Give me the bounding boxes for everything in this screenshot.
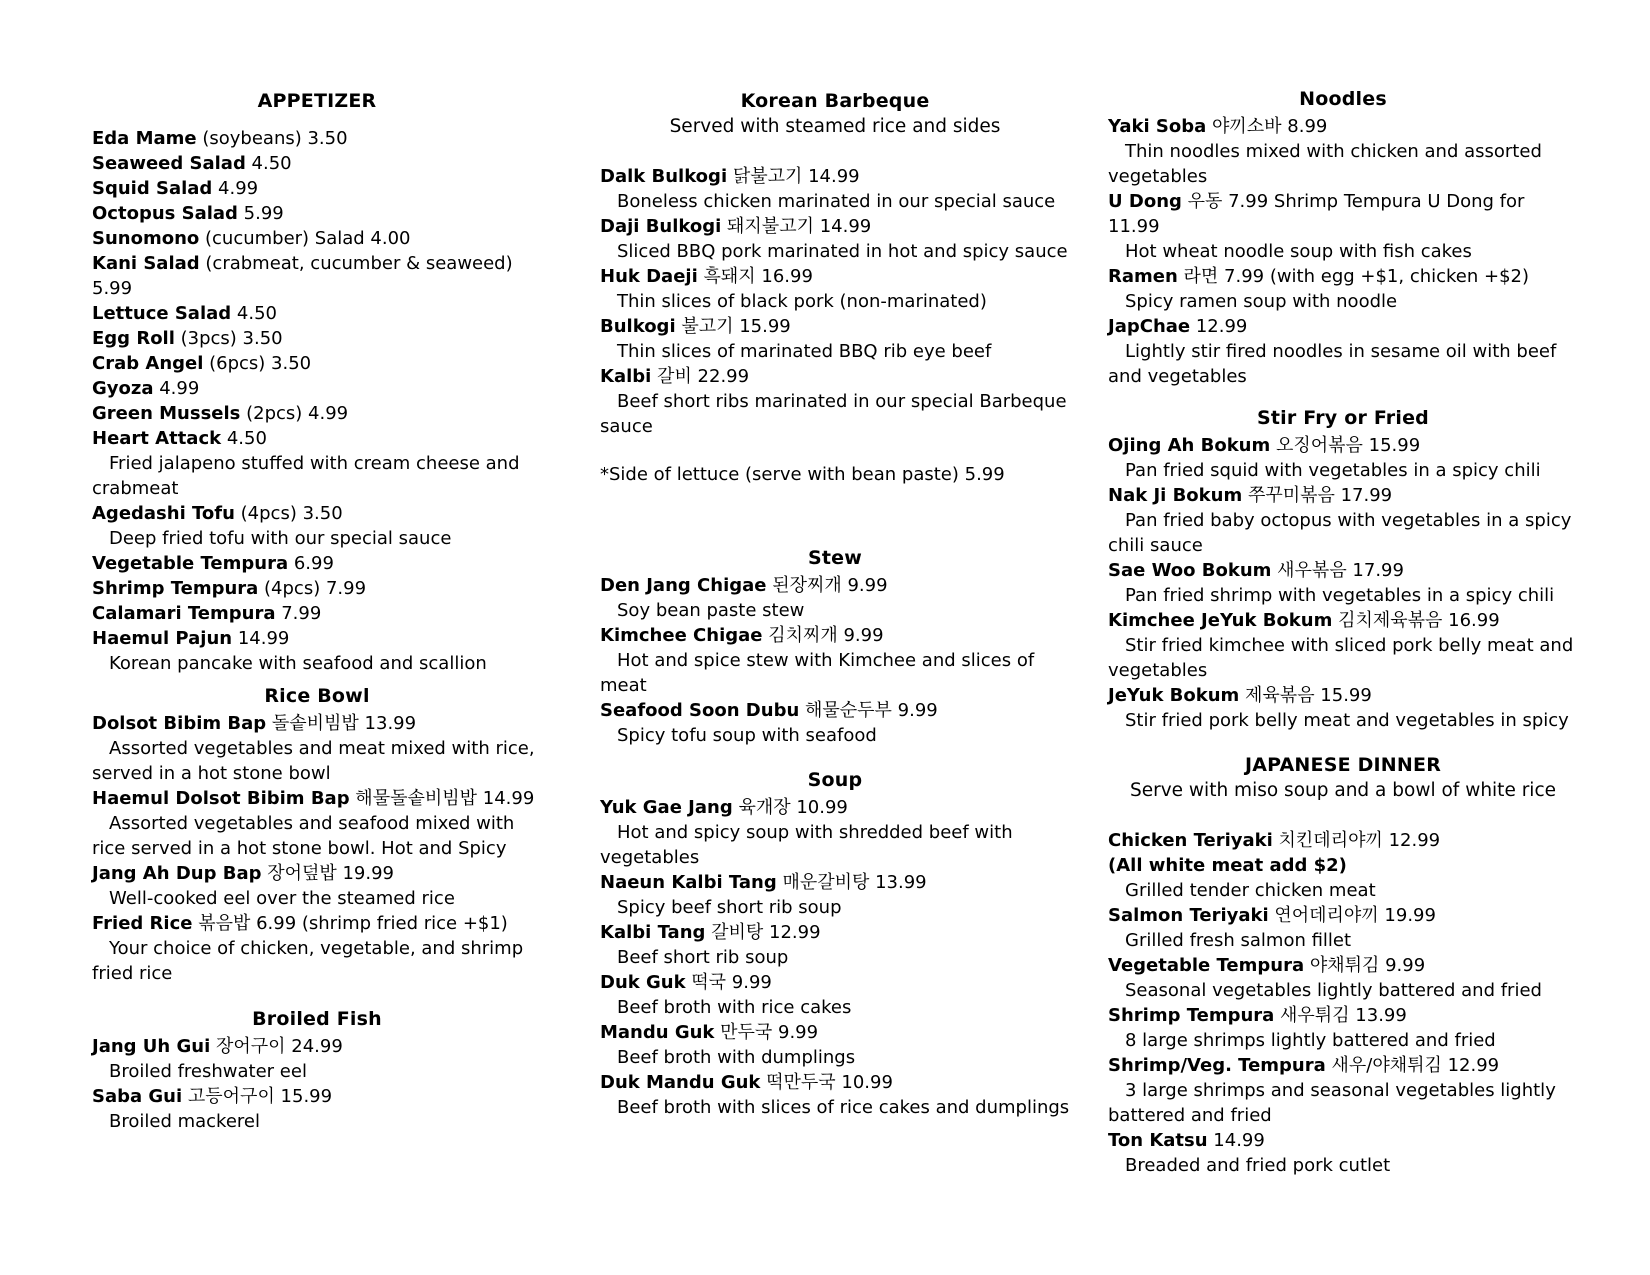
section-subtitle: Served with steamed rice and sides xyxy=(669,116,1001,137)
item-meta: 김치제육볶음 16.99 xyxy=(1332,610,1500,631)
item-meta: 6.99 xyxy=(288,553,334,574)
section-stir-fry-or-fried xyxy=(1108,405,1578,733)
item-meta: 매운갈비탕 13.99 xyxy=(776,872,927,893)
item-meta: 돼지불고기 14.99 xyxy=(721,216,872,237)
menu-item xyxy=(1108,483,1578,508)
item-description: Thin slices of black pork (non-marinated) xyxy=(617,291,987,312)
section-rice-bowl xyxy=(92,683,542,986)
section-subtitle: Serve with miso soup and a bowl of white rice xyxy=(1129,780,1556,801)
menu-item xyxy=(600,970,1070,995)
menu-item xyxy=(600,573,1070,598)
menu-item xyxy=(600,1070,1070,1095)
menu-item xyxy=(92,501,542,526)
menu-item xyxy=(600,795,1070,820)
item-name: U Dong xyxy=(1108,191,1182,212)
menu-item xyxy=(600,214,1070,239)
item-name: Ojing Ah Bokum xyxy=(1108,435,1271,456)
item-meta: (2pcs) 4.99 xyxy=(240,403,349,424)
item-name: Egg Roll xyxy=(92,328,175,349)
item-description: Assorted vegetables and meat mixed with rice, served in a hot stone bowl xyxy=(92,738,535,784)
menu-item xyxy=(92,351,542,376)
item-description: Pan fried shrimp with vegetables in a spicy chili xyxy=(1125,585,1555,606)
menu-item xyxy=(1108,189,1578,239)
item-meta: 4.50 xyxy=(221,428,267,449)
item-meta: (4pcs) 7.99 xyxy=(258,578,367,599)
item-name: Calamari Tempura xyxy=(92,603,276,624)
menu-item xyxy=(92,301,542,326)
menu-item xyxy=(92,326,542,351)
item-name: Seaweed Salad xyxy=(92,153,246,174)
item-description: Beef short ribs marinated in our special Barbeque sauce xyxy=(600,391,1067,437)
item-description: Deep fried tofu with our special sauce xyxy=(109,528,452,549)
item-meta: 새우튀김 13.99 xyxy=(1274,1005,1407,1026)
item-description: Grilled fresh salmon fillet xyxy=(1125,930,1352,951)
item-meta: 육개장 10.99 xyxy=(732,797,848,818)
item-name: Squid Salad xyxy=(92,178,213,199)
item-description: Your choice of chicken, vegetable, and shrimp fried rice xyxy=(92,938,524,984)
item-name: Kimchee JeYuk Bokum xyxy=(1108,610,1333,631)
item-meta: 볶음밥 6.99 (shrimp fried rice +$1) xyxy=(192,913,508,934)
item-name: Haemul Dolsot Bibim Bap xyxy=(92,788,350,809)
item-meta: (4pcs) 3.50 xyxy=(234,503,343,524)
item-description: 3 large shrimps and seasonal vegetables lightly battered and fried xyxy=(1108,1080,1556,1126)
item-meta: 흑돼지 16.99 xyxy=(697,266,813,287)
item-description: Spicy beef short rib soup xyxy=(617,897,842,918)
section-korean-barbeque xyxy=(600,88,1070,487)
item-name: Octopus Salad xyxy=(92,203,238,224)
menu-item xyxy=(1108,558,1578,583)
item-description: Grilled tender chicken meat xyxy=(1125,880,1376,901)
item-description: Soy bean paste stew xyxy=(617,600,805,621)
item-name: Jang Uh Gui xyxy=(92,1036,211,1057)
item-name: Seafood Soon Dubu xyxy=(600,700,800,721)
item-meta: 오징어볶음 15.99 xyxy=(1270,435,1421,456)
menu-item xyxy=(600,870,1070,895)
item-meta: (soybeans) 3.50 xyxy=(196,128,348,149)
item-description: Fried jalapeno stuffed with cream cheese and crabmeat xyxy=(92,453,520,499)
menu-item xyxy=(92,626,542,651)
item-name: Eda Mame xyxy=(92,128,197,149)
item-description: Sliced BBQ pork marinated in hot and spicy sauce xyxy=(617,241,1068,262)
menu-item xyxy=(1108,608,1578,633)
item-meta: 우동 7.99 Shrimp Tempura U Dong for 11.99 xyxy=(1108,191,1525,237)
menu-item xyxy=(92,226,542,251)
menu-item xyxy=(92,376,542,401)
item-meta: 갈비탕 12.99 xyxy=(705,922,821,943)
item-description: Thin noodles mixed with chicken and assorted vegetables xyxy=(1108,141,1542,187)
section-stew xyxy=(600,545,1070,748)
section-title: Soup xyxy=(807,769,863,791)
item-meta: 4.99 xyxy=(212,178,259,199)
item-meta: 4.50 xyxy=(245,153,292,174)
item-name: Nak Ji Bokum xyxy=(1108,485,1243,506)
item-description: Spicy ramen soup with noodle xyxy=(1125,291,1398,312)
item-meta: 해물순두부 9.99 xyxy=(799,700,938,721)
menu-item xyxy=(1108,114,1578,139)
item-description: Pan fried squid with vegetables in a spicy chili xyxy=(1125,460,1541,481)
menu-item xyxy=(92,551,542,576)
item-description: Beef broth with rice cakes xyxy=(617,997,852,1018)
item-description: Hot wheat noodle soup with fish cakes xyxy=(1125,241,1472,262)
menu-item xyxy=(600,920,1070,945)
menu-item xyxy=(92,126,542,151)
item-name: Huk Daeji xyxy=(600,266,698,287)
item-meta: 5.99 xyxy=(237,203,284,224)
section-title: Stir Fry or Fried xyxy=(1257,407,1429,429)
item-meta: 새우볶음 17.99 xyxy=(1271,560,1404,581)
item-name: Kalbi Tang xyxy=(600,922,706,943)
item-name: Shrimp/Veg. Tempura xyxy=(1108,1055,1326,1076)
section-title: Broiled Fish xyxy=(252,1008,382,1030)
menu-item xyxy=(1108,903,1578,928)
item-name: Chicken Teriyaki xyxy=(1108,830,1273,851)
item-meta: 제육볶음 15.99 xyxy=(1239,685,1372,706)
item-description: Pan fried baby octopus with vegetables in a spicy chili sauce xyxy=(1108,510,1572,556)
item-name: Daji Bulkogi xyxy=(600,216,722,237)
item-description: Stir fried kimchee with sliced pork belly meat and vegetables xyxy=(1108,635,1574,681)
item-name: JapChae xyxy=(1108,316,1191,337)
section-broiled-fish xyxy=(92,1006,542,1134)
section-title: Stew xyxy=(807,547,862,569)
menu-item xyxy=(92,151,542,176)
item-name: Dalk Bulkogi xyxy=(600,166,728,187)
item-meta: 돌솥비빔밥 13.99 xyxy=(266,713,417,734)
menu-item xyxy=(92,201,542,226)
menu-item xyxy=(1108,853,1578,878)
item-meta: 만두국 9.99 xyxy=(714,1022,819,1043)
menu-item xyxy=(1108,1128,1578,1153)
side-of-lettuce-note: *Side of lettuce (serve with bean paste) 5.99 xyxy=(600,464,1005,485)
menu-item xyxy=(600,364,1070,389)
item-description: Beef short rib soup xyxy=(617,947,789,968)
menu-item xyxy=(92,1084,542,1109)
menu-item xyxy=(600,698,1070,723)
item-meta: 14.99 xyxy=(1207,1130,1265,1151)
item-meta: 야끼소바 8.99 xyxy=(1206,116,1328,137)
item-meta: 된장찌개 9.99 xyxy=(766,575,888,596)
item-name: (All white meat add $2) xyxy=(1108,855,1347,876)
menu-item xyxy=(92,251,542,301)
item-meta: 갈비 22.99 xyxy=(651,366,750,387)
item-name: Dolsot Bibim Bap xyxy=(92,713,267,734)
menu-item xyxy=(92,711,542,736)
item-name: Naeun Kalbi Tang xyxy=(600,872,777,893)
item-description: Hot and spicy soup with shredded beef with vegetables xyxy=(600,822,1013,868)
menu-item xyxy=(92,786,542,811)
item-name: Yuk Gae Jang xyxy=(600,797,733,818)
section-title: Korean Barbeque xyxy=(740,90,930,112)
item-name: Shrimp Tempura xyxy=(1108,1005,1275,1026)
item-meta: 고등어구이 15.99 xyxy=(182,1086,333,1107)
item-name: Duk Guk xyxy=(600,972,686,993)
item-description: Hot and spice stew with Kimchee and slices of meat xyxy=(600,650,1035,696)
item-name: Den Jang Chigae xyxy=(600,575,767,596)
item-name: Saba Gui xyxy=(92,1086,183,1107)
item-description: Breaded and fried pork cutlet xyxy=(1125,1155,1391,1176)
item-description: Boneless chicken marinated in our special sauce xyxy=(617,191,1056,212)
item-name: Shrimp Tempura xyxy=(92,578,259,599)
menu-item xyxy=(600,623,1070,648)
item-description: Assorted vegetables and seafood mixed with rice served in a hot stone bowl. Hot and Spicy xyxy=(92,813,515,859)
item-name: Sunomono xyxy=(92,228,200,249)
item-meta: (crabmeat, cucumber & seaweed) 5.99 xyxy=(92,253,513,299)
item-meta: 7.99 xyxy=(275,603,322,624)
item-name: Sae Woo Bokum xyxy=(1108,560,1272,581)
item-meta: 치킨데리야끼 12.99 xyxy=(1272,830,1441,851)
item-meta: (6pcs) 3.50 xyxy=(203,353,312,374)
item-name: Vegetable Tempura xyxy=(1108,955,1305,976)
menu-item xyxy=(1108,828,1578,853)
item-name: Duk Mandu Guk xyxy=(600,1072,761,1093)
item-meta: 라면 7.99 (with egg +$1, chicken +$2) xyxy=(1177,266,1530,287)
item-description: Broiled mackerel xyxy=(109,1111,260,1132)
item-name: JeYuk Bokum xyxy=(1108,685,1240,706)
section-title: Rice Bowl xyxy=(264,685,370,707)
section-title: APPETIZER xyxy=(257,90,377,112)
item-name: Heart Attack xyxy=(92,428,222,449)
item-name: Gyoza xyxy=(92,378,154,399)
item-meta: (3pcs) 3.50 xyxy=(174,328,283,349)
item-meta: 야채튀김 9.99 xyxy=(1304,955,1426,976)
item-name: Vegetable Tempura xyxy=(92,553,289,574)
menu-item xyxy=(1108,953,1578,978)
menu-item xyxy=(92,576,542,601)
menu-item xyxy=(1108,433,1578,458)
menu-item xyxy=(1108,264,1578,289)
item-meta: 김치찌개 9.99 xyxy=(762,625,884,646)
item-meta: 새우/야채튀김 12.99 xyxy=(1325,1055,1500,1076)
section-noodles xyxy=(1108,86,1578,389)
menu-item xyxy=(92,601,542,626)
menu-item xyxy=(92,861,542,886)
menu-item xyxy=(92,911,542,936)
menu-item xyxy=(1108,314,1578,339)
item-description: Beef broth with slices of rice cakes and dumplings xyxy=(617,1097,1070,1118)
item-description: Thin slices of marinated BBQ rib eye beef xyxy=(617,341,992,362)
menu-item xyxy=(600,164,1070,189)
item-name: Salmon Teriyaki xyxy=(1108,905,1269,926)
item-name: Yaki Soba xyxy=(1108,116,1207,137)
item-meta: 닭불고기 14.99 xyxy=(727,166,860,187)
section-japanese-dinner xyxy=(1108,752,1578,1178)
item-name: Ton Katsu xyxy=(1108,1130,1208,1151)
menu-item xyxy=(1108,1003,1578,1028)
item-name: Kalbi xyxy=(600,366,652,387)
item-name: Lettuce Salad xyxy=(92,303,232,324)
item-description: Seasonal vegetables lightly battered and fried xyxy=(1125,980,1542,1001)
item-name: Jang Ah Dup Bap xyxy=(92,863,262,884)
menu-item xyxy=(92,401,542,426)
item-name: Kimchee Chigae xyxy=(600,625,763,646)
item-name: Haemul Pajun xyxy=(92,628,233,649)
item-description: Lightly stir fired noodles in sesame oil with beef and vegetables xyxy=(1108,341,1557,387)
section-title: Noodles xyxy=(1299,88,1387,110)
item-meta: (cucumber) Salad 4.00 xyxy=(199,228,411,249)
item-meta: 떡만두국 10.99 xyxy=(760,1072,893,1093)
item-meta: 쭈꾸미볶음 17.99 xyxy=(1242,485,1393,506)
item-meta: 불고기 15.99 xyxy=(675,316,791,337)
section-title: JAPANESE DINNER xyxy=(1244,754,1442,776)
section-appetizer xyxy=(92,88,542,676)
item-description: Korean pancake with seafood and scallion xyxy=(109,653,487,674)
item-meta: 4.50 xyxy=(231,303,277,324)
item-name: Bulkogi xyxy=(600,316,676,337)
item-name: Green Mussels xyxy=(92,403,241,424)
item-description: Well-cooked eel over the steamed rice xyxy=(109,888,455,909)
item-description: Stir fried pork belly meat and vegetables in spicy xyxy=(1125,710,1569,731)
section-soup xyxy=(600,767,1070,1120)
item-description: Beef broth with dumplings xyxy=(617,1047,856,1068)
item-meta: 연어데리야끼 19.99 xyxy=(1268,905,1436,926)
menu-item xyxy=(92,1034,542,1059)
menu-item xyxy=(92,176,542,201)
item-name: Kani Salad xyxy=(92,253,200,274)
menu-item xyxy=(1108,683,1578,708)
item-meta: 12.99 xyxy=(1190,316,1248,337)
item-meta: 떡국 9.99 xyxy=(685,972,772,993)
item-name: Mandu Guk xyxy=(600,1022,715,1043)
menu-item xyxy=(1108,1053,1578,1078)
item-name: Crab Angel xyxy=(92,353,204,374)
item-name: Agedashi Tofu xyxy=(92,503,235,524)
menu-item xyxy=(92,426,542,451)
item-name: Ramen xyxy=(1108,266,1178,287)
item-description: Broiled freshwater eel xyxy=(109,1061,307,1082)
item-description: Spicy tofu soup with seafood xyxy=(617,725,877,746)
menu-item xyxy=(600,1020,1070,1045)
item-meta: 장어구이 24.99 xyxy=(210,1036,343,1057)
menu-item xyxy=(600,314,1070,339)
item-name: Fried Rice xyxy=(92,913,193,934)
menu-item xyxy=(600,264,1070,289)
item-meta: 14.99 xyxy=(232,628,290,649)
item-meta: 해물돌솥비빔밥 14.99 xyxy=(349,788,535,809)
item-meta: 4.99 xyxy=(153,378,200,399)
item-description: 8 large shrimps lightly battered and fried xyxy=(1125,1030,1496,1051)
item-meta: 장어덮밥 19.99 xyxy=(261,863,395,884)
